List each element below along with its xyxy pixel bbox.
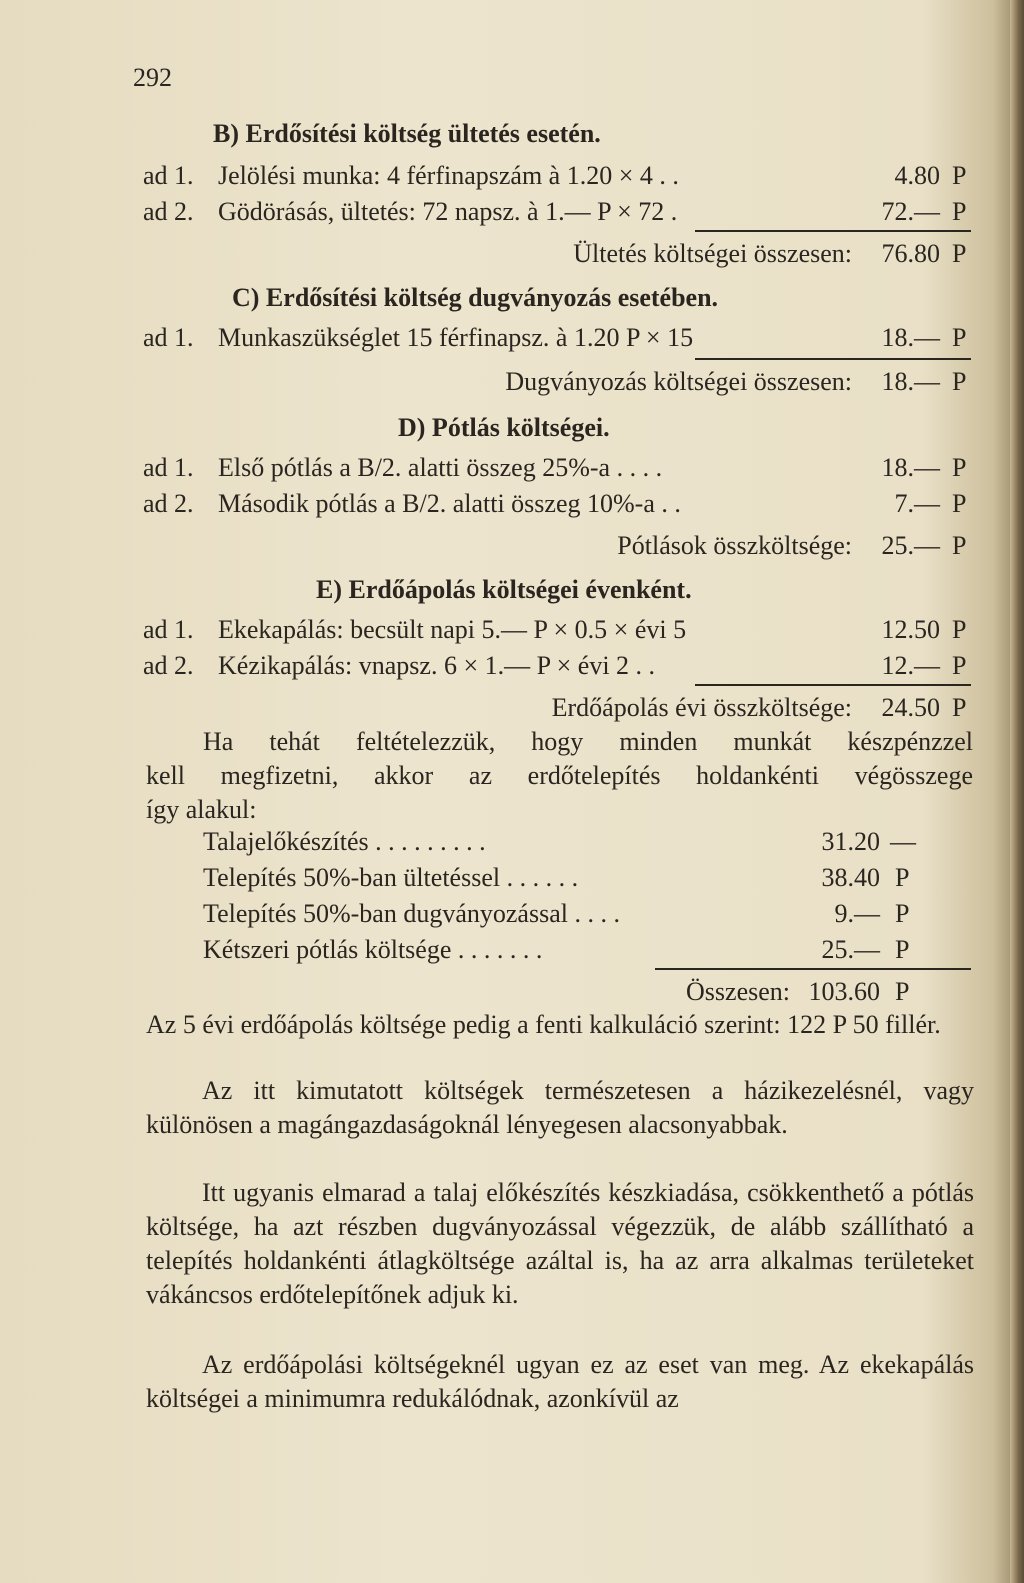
section-c-item-1 (0, 322, 1024, 354)
item-unit: P (952, 323, 967, 352)
summary-total-label: Összesen: (686, 977, 790, 1006)
section-b-item-2 (0, 196, 1024, 228)
item-amount: 7.— (894, 489, 940, 518)
total-label: Erdőápolás évi összköltsége: (551, 693, 852, 722)
section-b-item-1 (0, 160, 1024, 192)
item-amount: 12.50 (881, 615, 940, 644)
summary-amount: 38.40 (821, 863, 880, 892)
intro-line-2 (0, 760, 1024, 792)
body-paragraph-2 (146, 1074, 974, 1142)
total-unit: P (952, 693, 967, 722)
item-ad: ad 2. (143, 197, 194, 226)
item-amount: 72.— (881, 197, 940, 226)
total-unit: P (952, 531, 967, 560)
item-text: Munkaszükséglet 15 férfinapsz. à 1.20 P × 15 (218, 323, 694, 352)
item-amount: 18.— (881, 323, 940, 352)
intro-text-2: kell megfizetni, akkor az erdőtelepítés holdankénti végösszege (146, 761, 973, 790)
summary-amount: 25.— (821, 935, 880, 964)
summary-label: Telepítés 50%-ban ültetéssel . . . . . . (203, 863, 579, 892)
summary-row-3 (0, 898, 1024, 930)
section-b-heading: B) Erdősítési költség ültetés esetén. (213, 119, 601, 148)
summary-label: Telepítés 50%-ban dugványozással . . . . (203, 899, 620, 928)
total-label: Dugványozás költségei összesen: (505, 367, 852, 396)
item-ad: ad 1. (143, 323, 194, 352)
item-unit: P (952, 651, 967, 680)
summary-unit: P (895, 899, 910, 928)
summary-total (0, 976, 1024, 1008)
paragraph-text: Az 5 évi erdőápolás költsége pedig a fenti kalkuláció szerint: 122 P 50 fillér. (146, 1010, 941, 1039)
section-e-item-1 (0, 614, 1024, 646)
intro-text-3: így alakul: (146, 795, 257, 824)
summary-row-1 (0, 826, 1024, 858)
item-text: Ekekapálás: becsült napi 5.— P × 0.5 × évi 5 (218, 615, 687, 644)
item-text: Második pótlás a B/2. alatti összeg 10%-a . . (218, 489, 681, 518)
page-number-line (0, 62, 1024, 94)
item-text: Kézikapálás: vnapsz. 6 × 1.— P × évi 2 . . (218, 651, 656, 680)
item-unit: P (952, 615, 967, 644)
summary-total-amount: 103.60 (808, 977, 880, 1006)
summary-amount: 31.20 (821, 827, 880, 856)
section-b-heading-line (0, 118, 1024, 150)
page-number: 292 (133, 63, 172, 92)
section-d-total (0, 530, 1024, 562)
item-amount: 4.80 (894, 161, 940, 190)
paragraph-text: Az itt kimutatott költségek természetesen a házikezelésnél, vagy különösen a magángazdaságoknál lényegesen alacsonyabbak. (146, 1076, 974, 1139)
section-e-heading-line (0, 574, 1024, 606)
section-c-total-rule (695, 358, 971, 360)
section-c-heading: C) Erdősítési költség dugványozás esetében. (232, 283, 719, 312)
section-d-heading: D) Pótlás költségei. (398, 413, 610, 442)
section-e-heading: E) Erdőápolás költségei évenként. (316, 575, 692, 604)
total-unit: P (952, 239, 967, 268)
section-e-item-2 (0, 650, 1024, 682)
intro-line-1 (0, 726, 1024, 758)
item-text: Első pótlás a B/2. alatti összeg 25%-a . . . . (218, 453, 663, 482)
total-label: Pótlások összköltsége: (617, 531, 852, 560)
section-c-heading-line (0, 282, 1024, 314)
total-unit: P (952, 367, 967, 396)
section-d-item-2 (0, 488, 1024, 520)
summary-label: Talajelőkészítés . . . . . . . . . (203, 827, 486, 856)
item-amount: 18.— (881, 453, 940, 482)
section-e-total-rule (695, 684, 971, 686)
item-unit: P (952, 161, 967, 190)
body-paragraph-3 (146, 1176, 974, 1312)
intro-line-3 (0, 794, 1024, 826)
item-unit: P (952, 489, 967, 518)
summary-total-unit: P (895, 977, 910, 1006)
section-e-total (0, 692, 1024, 724)
item-ad: ad 2. (143, 489, 194, 518)
total-amount: 25.— (881, 531, 940, 560)
summary-row-2 (0, 862, 1024, 894)
summary-row-4 (0, 934, 1024, 966)
item-unit: P (952, 453, 967, 482)
summary-unit: — (890, 827, 916, 856)
summary-unit: P (895, 863, 910, 892)
section-c-total (0, 366, 1024, 398)
body-paragraph-4 (146, 1348, 974, 1416)
item-ad: ad 2. (143, 651, 194, 680)
total-amount: 24.50 (881, 693, 940, 722)
item-ad: ad 1. (143, 161, 194, 190)
item-text: Gödörásás, ültetés: 72 napsz. à 1.— P × 72 . (218, 197, 678, 226)
total-amount: 18.— (881, 367, 940, 396)
summary-label: Kétszeri pótlás költsége . . . . . . . (203, 935, 543, 964)
item-ad: ad 1. (143, 453, 194, 482)
item-amount: 12.— (881, 651, 940, 680)
body-paragraph-1 (146, 1008, 974, 1042)
paragraph-text: Az erdőápolási költségeknél ugyan ez az eset van meg. Az ekekapálás költségei a minimumra redukálódnak, azonkívül az (146, 1350, 974, 1413)
section-b-total-rule (695, 230, 971, 232)
section-b-total (0, 238, 1024, 270)
item-unit: P (952, 197, 967, 226)
paragraph-text: Itt ugyanis elmarad a talaj előkészítés készkiadása, csökkenthető a pótlás költsége, ha azt részben dugványozással végezzük, de alább szállítható a telepítés holdankénti átlagköltsége azáltal is, ha az arra alkalmas területeket vákáncsos erdőtelepítőnek adjuk ki. (146, 1178, 974, 1309)
intro-text-1: Ha tehát feltételezzük, hogy minden munkát készpénzzel (203, 727, 973, 756)
item-ad: ad 1. (143, 615, 194, 644)
total-label: Ültetés költségei összesen: (573, 239, 852, 268)
summary-total-rule (655, 968, 971, 970)
summary-unit: P (895, 935, 910, 964)
section-d-item-1 (0, 452, 1024, 484)
total-amount: 76.80 (881, 239, 940, 268)
summary-amount: 9.— (834, 899, 880, 928)
item-text: Jelölési munka: 4 férfinapszám à 1.20 × 4 . . (218, 161, 679, 190)
section-d-heading-line (0, 412, 1024, 444)
